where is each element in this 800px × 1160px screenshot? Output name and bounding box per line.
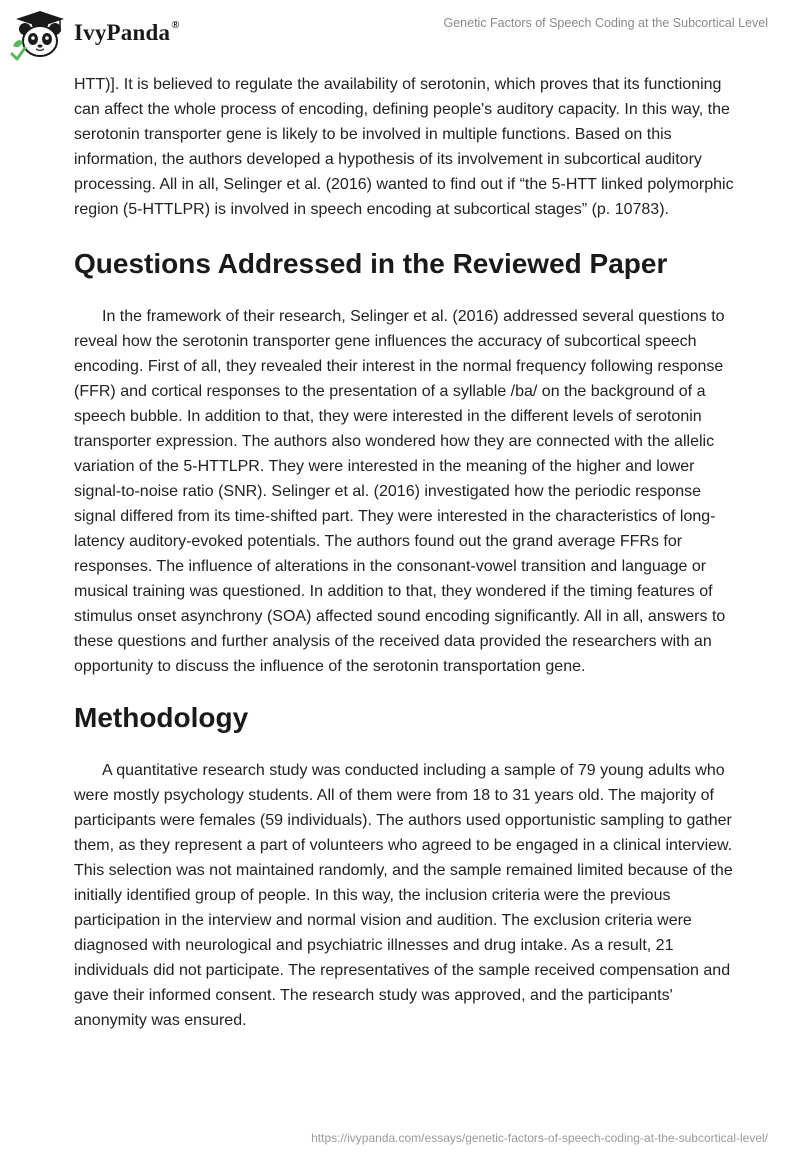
heading-methodology: Methodology [74, 702, 249, 733]
panda-logo-icon [10, 8, 70, 62]
page-header [0, 0, 800, 70]
registered-mark: ® [171, 19, 180, 32]
document-title: Genetic Factors of Speech Coding at the Subcortical Level [443, 16, 768, 30]
brand-name[interactable]: IvyPanda® [74, 19, 180, 45]
paragraph-methodology: A quantitative research study was conducted including a sample of 79 young adults who were mostly psychology students. All of them were from 18 to 31 years old. The majority of participants were females (59 individuals). The authors used opportunistic sampling to gather them, as they represent a part of volunteers who agreed to be engaged in a clinical interview. This selection was not maintained randomly, and the sample remained limited because of the initially identified group of people. In this way, the inclusion criteria were the previous participation in the interview and normal vision and audition. The exclusion criteria were diagnosed with neurological and psychiatric illnesses and drug intake. As a result, 21 individuals did not participate. The representatives of the sample received compensation and gave their informed consent. The research study was approved, and the participants' anonymity was ensured. [74, 762, 733, 1029]
essay-content [74, 72, 734, 1033]
source-url[interactable]: https://ivypanda.com/essays/genetic-factors-of-speech-coding-at-the-subcortical-level/ [311, 1131, 768, 1145]
paragraph-intro: HTT)]. It is believed to regulate the availability of serotonin, which proves that its functioning can affect the whole process of encoding, defining people's auditory capacity. In this way, the serotonin transporter gene is likely to be involved in multiple functions. Based on this information, the authors developed a hypothesis of its involvement in subcortical auditory processing. All in all, Selinger et al. (2016) wanted to find out if “the 5-HTT linked polymorphic region (5-HTTLPR) is involved in speech encoding at subcortical stages” (p. 10783). [74, 76, 734, 218]
heading-questions-addressed: Questions Addressed in the Reviewed Paper [74, 248, 668, 279]
paragraph-questions: In the framework of their research, Selinger et al. (2016) addressed several questions to reveal how the serotonin transporter gene influences the accuracy of subcortical speech encoding. First of all, they revealed their interest in the normal frequency following response (FFR) and cortical responses to the presentation of a syllable /ba/ on the background of a speech bubble. In addition to that, they were interested in the different levels of serotonin transporter expression. The authors also wondered how they are connected with the allelic variation of the 5-HTTLPR. They were interested in the meaning of the higher and lower signal-to-noise ratio (SNR). Selinger et al. (2016) investigated how the periodic response signal differed from its time-shifted part. They were interested in the characteristics of long-latency auditory-evoked potentials. The authors found out the grand average FFRs for responses. The influence of alterations in the consonant-vowel transition and language or musical training was questioned. In addition to that, they wondered if the timing features of stimulus onset asynchrony (SOA) affected sound encoding significantly. All in all, answers to these questions and further analysis of the received data provided the researchers with an opportunity to discuss the influence of the serotonin transportation gene. [74, 308, 726, 675]
